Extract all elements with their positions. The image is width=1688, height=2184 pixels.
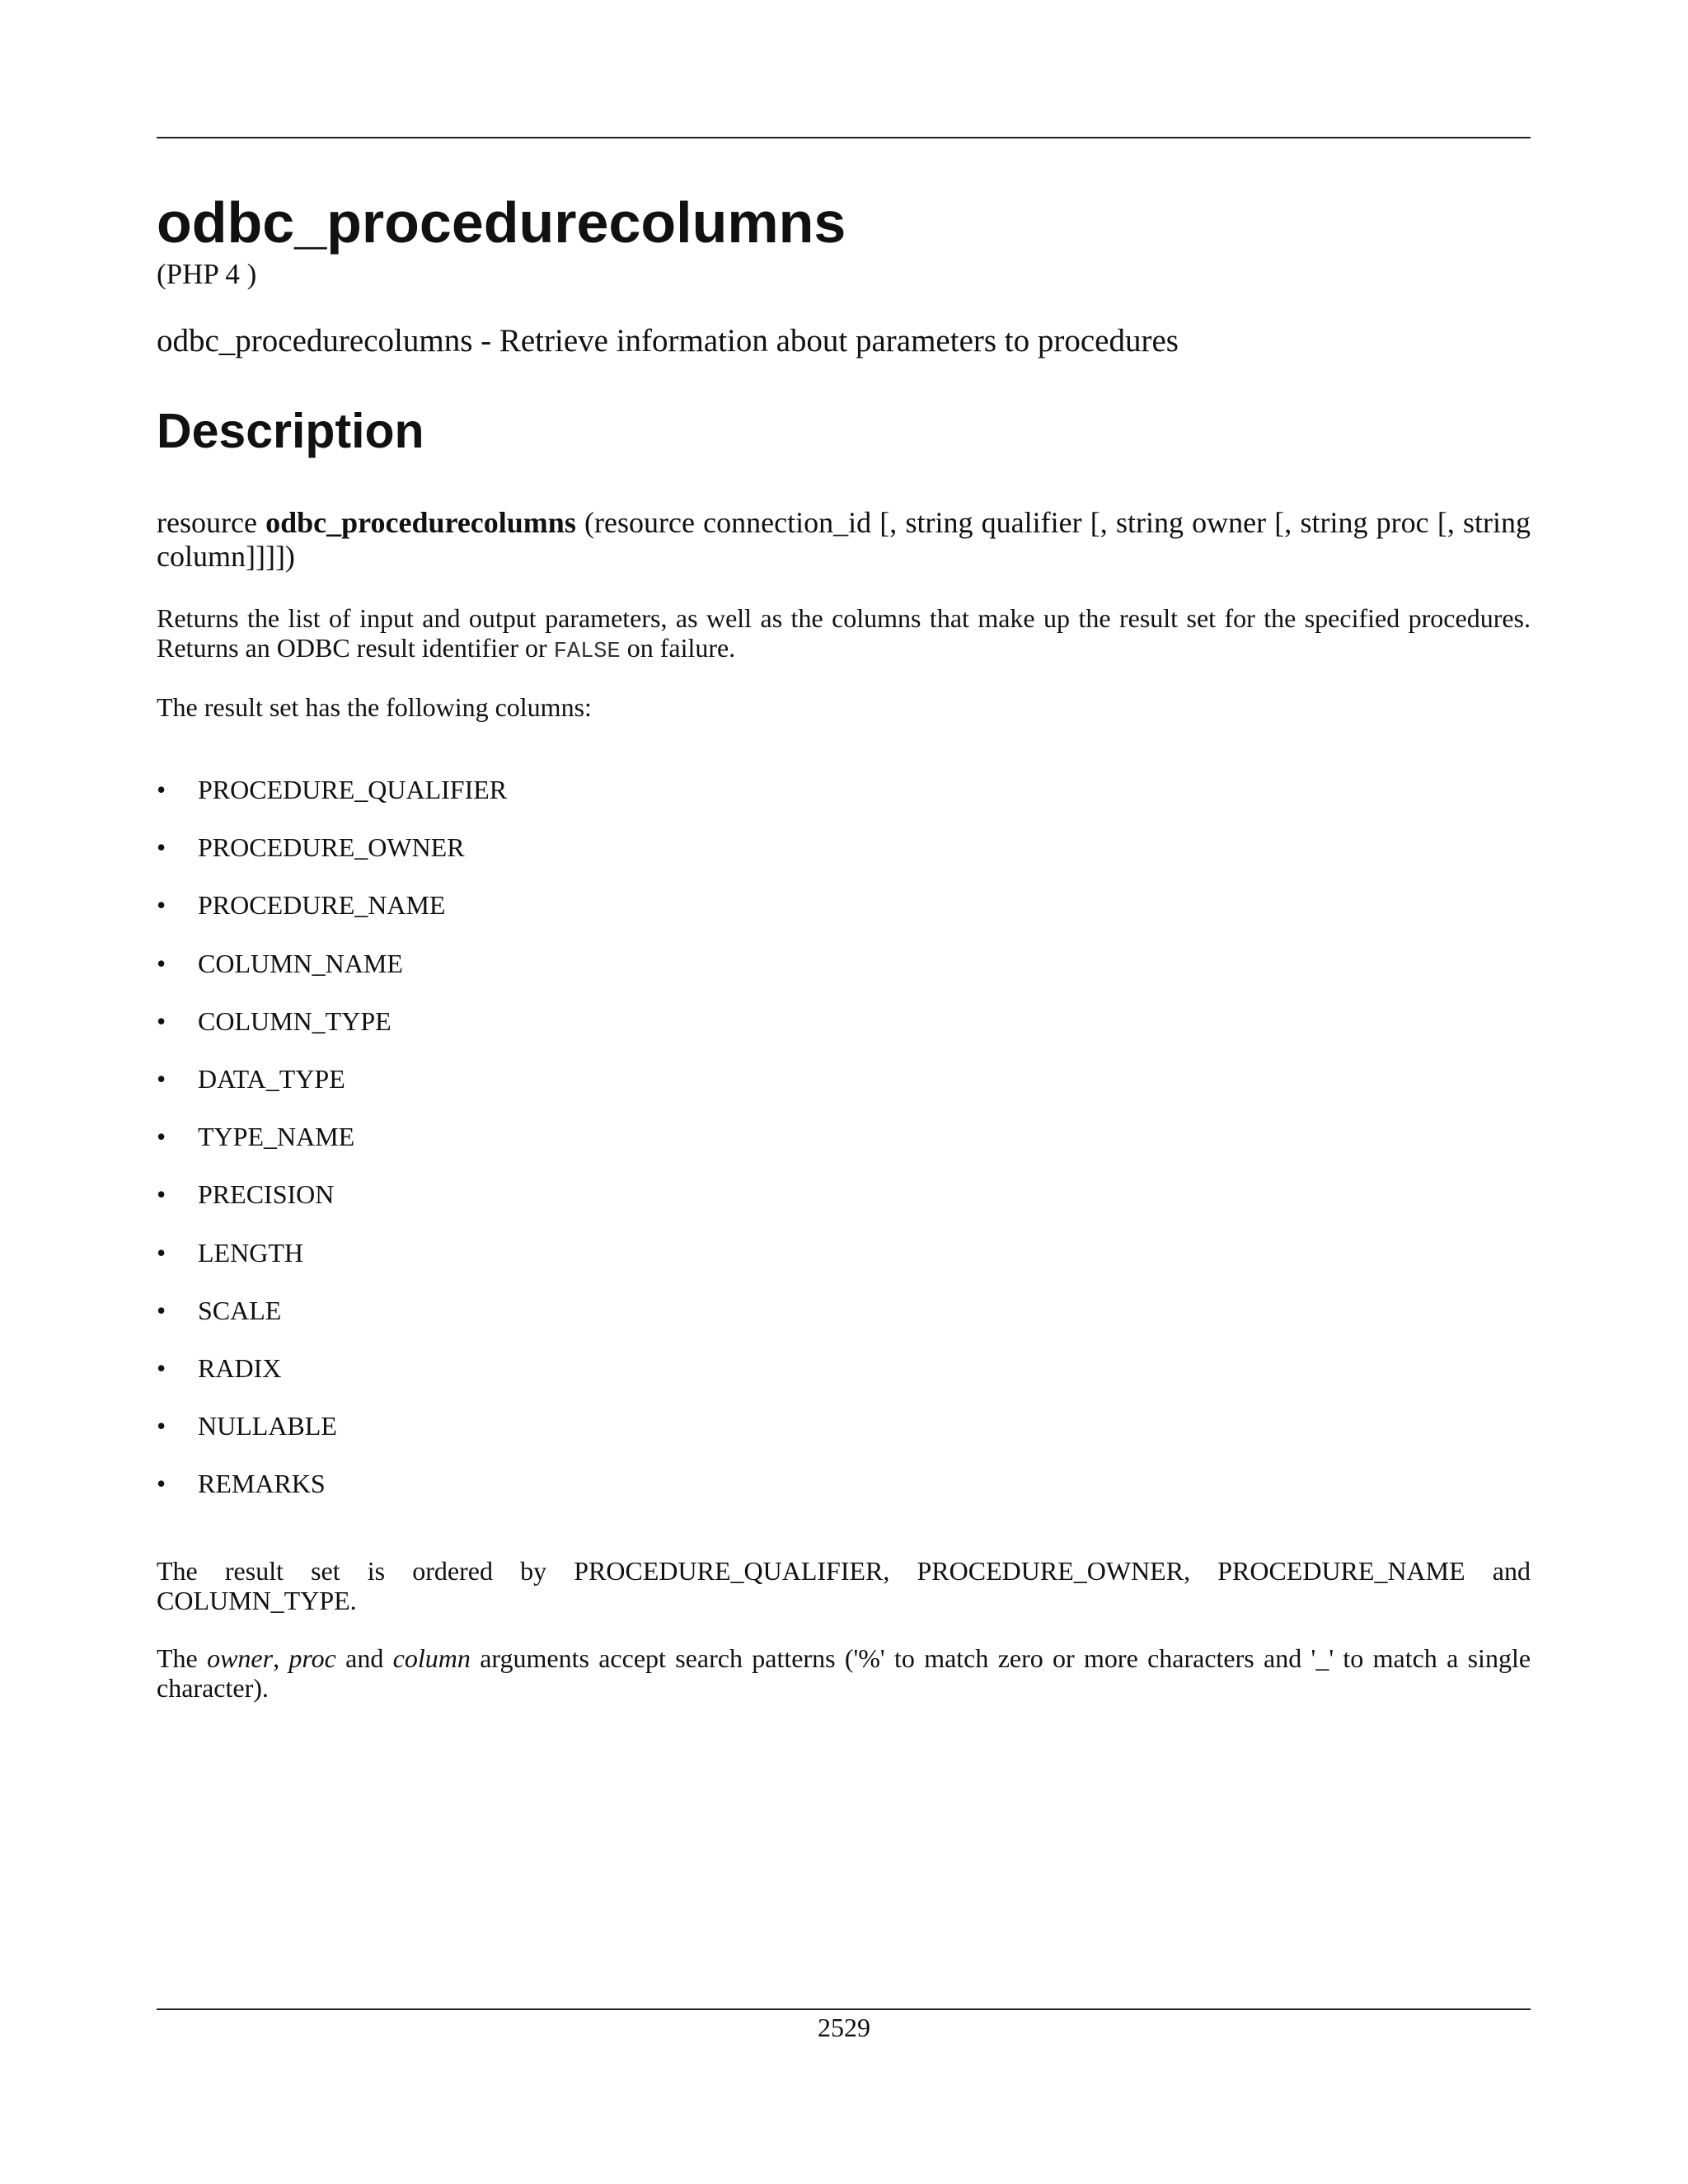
false-constant: FALSE xyxy=(553,640,621,664)
search-pattern-paragraph xyxy=(157,1643,1531,1703)
bullet-icon: • xyxy=(157,1237,166,1268)
column-name: COLUMN_TYPE xyxy=(198,1005,392,1036)
bullet-icon: • xyxy=(157,1179,166,1210)
text-fragment: , xyxy=(273,1643,280,1673)
column-name: PROCEDURE_NAME xyxy=(198,890,446,921)
text-fragment: arguments accept search patterns ('%' to match zero or more characters and '_' to match a single character). xyxy=(157,1643,1531,1703)
function-params: (resource connection_id [, string qualifier [, string owner [, string proc [, string column]]]]) xyxy=(157,506,1531,573)
bullet-icon: • xyxy=(157,890,166,921)
result-columns-list xyxy=(157,775,816,1526)
text-fragment: The xyxy=(157,1643,198,1673)
bullet-icon: • xyxy=(157,1352,166,1383)
ordering-paragraph: The result set is ordered by PROCEDURE_QUALIFIER, PROCEDURE_OWNER, PROCEDURE_NAME and COLUMN_TYPE. xyxy=(157,1556,1531,1615)
bullet-icon: • xyxy=(157,1411,166,1441)
list-item xyxy=(157,1238,816,1296)
column-name: NULLABLE xyxy=(198,1411,337,1441)
bullet-icon: • xyxy=(157,775,166,804)
arg-column: column xyxy=(392,1643,471,1673)
page-title: odbc_procedurecolumns xyxy=(157,190,846,255)
column-name: PROCEDURE_OWNER xyxy=(198,832,465,863)
column-name: COLUMN_NAME xyxy=(198,948,403,978)
bullet-icon: • xyxy=(157,832,166,863)
list-item xyxy=(157,775,816,832)
column-name: SCALE xyxy=(198,1295,282,1325)
returns-text-end: on failure. xyxy=(626,633,736,663)
footer-rule xyxy=(157,2008,1531,2010)
text-fragment: and xyxy=(345,1643,384,1673)
list-item xyxy=(157,890,816,948)
list-item xyxy=(157,1411,816,1469)
list-item xyxy=(157,1353,816,1411)
arg-owner: owner xyxy=(207,1643,274,1673)
column-name: LENGTH xyxy=(198,1237,303,1268)
header-rule xyxy=(157,137,1531,138)
bullet-icon: • xyxy=(157,948,166,978)
function-name: odbc_procedurecolumns xyxy=(265,506,576,539)
function-synopsis xyxy=(157,506,1531,574)
list-item xyxy=(157,1179,816,1237)
bullet-icon: • xyxy=(157,1005,166,1036)
column-name: REMARKS xyxy=(198,1469,326,1499)
column-name: TYPE_NAME xyxy=(198,1122,355,1152)
list-item xyxy=(157,949,816,1006)
returns-text: Returns the list of input and output parameters, as well as the columns that make up the result set for the specified procedures. Returns an ODBC result identifier or xyxy=(157,603,1531,663)
result-set-intro: The result set has the following columns: xyxy=(157,692,592,722)
list-item xyxy=(157,1469,816,1526)
arg-proc: proc xyxy=(288,1643,336,1673)
php-version: (PHP 4 ) xyxy=(157,258,257,290)
returns-paragraph xyxy=(157,603,1531,667)
page-number: 2529 xyxy=(818,2013,870,2042)
list-item xyxy=(157,1006,816,1064)
bullet-icon: • xyxy=(157,1122,166,1152)
column-name: PRECISION xyxy=(198,1179,335,1210)
list-item xyxy=(157,1296,816,1353)
refname-line: odbc_procedurecolumns - Retrieve information about parameters to procedures xyxy=(157,323,1179,359)
list-item xyxy=(157,1122,816,1179)
column-name: PROCEDURE_QUALIFIER xyxy=(198,775,508,804)
return-type: resource xyxy=(157,506,257,539)
section-heading-description: Description xyxy=(157,404,424,458)
list-item xyxy=(157,832,816,890)
column-name: RADIX xyxy=(198,1352,282,1383)
bullet-icon: • xyxy=(157,1295,166,1325)
bullet-icon: • xyxy=(157,1469,166,1499)
column-name: DATA_TYPE xyxy=(198,1063,345,1094)
bullet-icon: • xyxy=(157,1063,166,1094)
list-item xyxy=(157,1064,816,1122)
